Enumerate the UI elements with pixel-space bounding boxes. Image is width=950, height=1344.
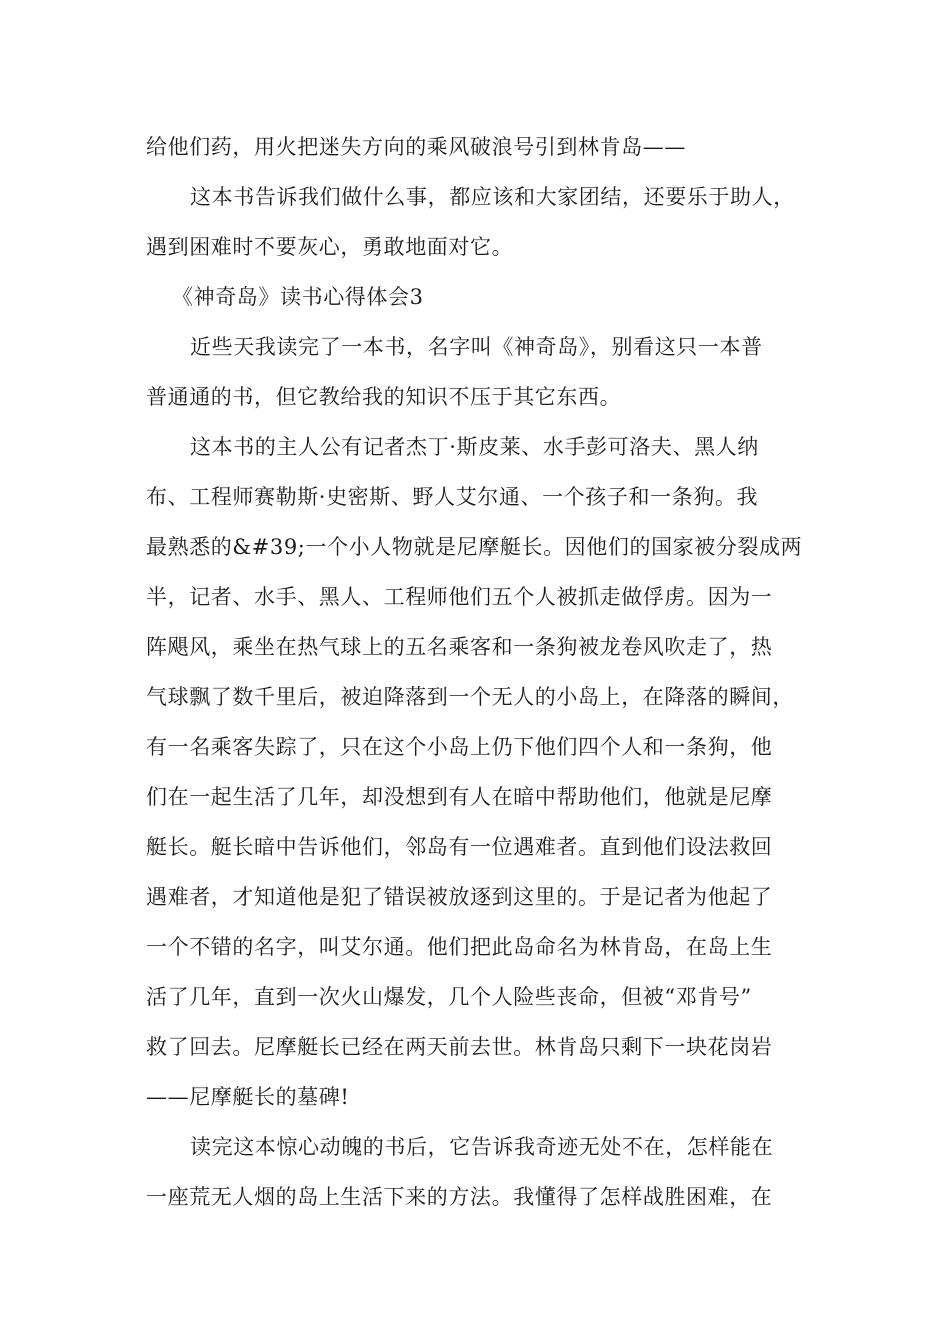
text-line: 阵飓风，乘坐在热气球上的五名乘客和一条狗被龙卷风吹走了，热 [146, 635, 773, 659]
text-line: 们在一起生活了几年，却没想到有人在暗中帮助他们，他就是尼摩 [146, 785, 773, 809]
text-line: 活了几年，直到一次火山爆发，几个人险些丧命，但被“邓肯号” [146, 985, 752, 1009]
text-line: 这本书告诉我们做什么事，都应该和大家团结，还要乐于助人， [190, 185, 795, 209]
text-line: 有一名乘客失踪了，只在这个小岛上仍下他们四个人和一条狗，他 [146, 735, 773, 759]
text-line: 最熟悉的&#39;一个小人物就是尼摩艇长。因他们的国家被分裂成两 [146, 535, 803, 559]
text-line: 读完这本惊心动魄的书后，它告诉我奇迹无处不在，怎样能在 [190, 1135, 774, 1159]
text-line: 艇长。艇长暗中告诉他们，邻岛有一位遇难者。直到他们设法救回 [146, 835, 773, 859]
text-line: 气球飘了数千里后，被迫降落到一个无人的小岛上，在降落的瞬间， [146, 685, 794, 709]
text-line: 这本书的主人公有记者杰丁·斯皮莱、水手彭可洛夫、黑人纳 [190, 435, 759, 459]
text-line: 一个不错的名字，叫艾尔通。他们把此岛命名为林肯岛，在岛上生 [146, 935, 773, 959]
text-line: 普通通的书，但它教给我的知识不压于其它东西。 [146, 385, 622, 409]
text-line: 布、工程师赛勒斯·史密斯、野人艾尔通、一个孩子和一条狗。我 [146, 485, 759, 509]
section-heading: 《神奇岛》读书心得体会3 [172, 285, 424, 309]
text-line: 一座荒无人烟的岛上生活下来的方法。我懂得了怎样战胜困难，在 [146, 1185, 773, 1209]
text-line: ——尼摩艇长的墓碑! [146, 1085, 350, 1109]
text-line: 近些天我读完了一本书，名字叫《神奇岛》，别看这只一本普 [190, 335, 763, 359]
text-line: 给他们药，用火把迷失方向的乘风破浪号引到林肯岛—— [146, 135, 686, 159]
text-line: 遇到困难时不要灰心，勇敢地面对它。 [146, 235, 514, 259]
document-body [146, 122, 826, 1222]
text-line: 半，记者、水手、黑人、工程师他们五个人被抓走做俘虏。因为一 [146, 585, 773, 609]
text-line: 遇难者，才知道他是犯了错误被放逐到这里的。于是记者为他起了 [146, 885, 773, 909]
text-line: 救了回去。尼摩艇长已经在两天前去世。林肯岛只剩下一块花岗岩 [146, 1035, 773, 1059]
